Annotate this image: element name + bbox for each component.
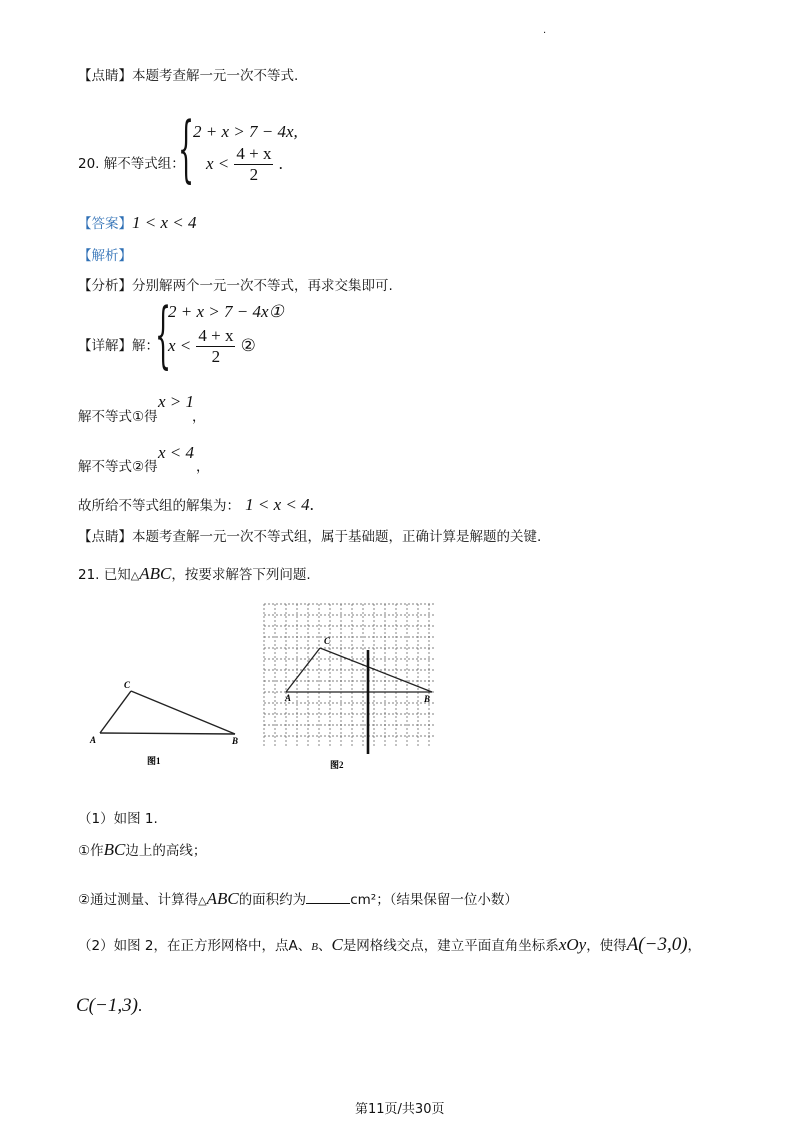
answer-label: 【答案】 bbox=[78, 216, 132, 232]
part2-mid: 是网格线交点，建立平面直角坐标系 bbox=[342, 938, 559, 954]
q20-ineq1: 2 + x > 7 − 4x, bbox=[193, 122, 298, 141]
part1b-abc: ABC bbox=[206, 889, 239, 908]
part2-a: A bbox=[288, 938, 298, 954]
part2-point-a: A(−3,0) bbox=[626, 934, 688, 955]
page-footer: 第11页/共30页 bbox=[355, 1102, 445, 1117]
q21-abc: ABC bbox=[139, 564, 172, 583]
xj-fraction bbox=[196, 326, 235, 367]
part1b-mid: 的面积约为 bbox=[238, 892, 307, 908]
xj-brace: { bbox=[155, 292, 172, 376]
part2-line bbox=[78, 934, 701, 956]
part2-xoy: xOy bbox=[558, 935, 587, 954]
area-answer-blank[interactable] bbox=[306, 890, 350, 904]
xj-numerator: 4 + x bbox=[198, 326, 234, 345]
part1-heading: （1）如图 1. bbox=[78, 811, 158, 827]
fig2-caption: 图2 bbox=[330, 760, 344, 770]
q20-ineq2 bbox=[206, 144, 283, 185]
sol1-math: x > 1 bbox=[158, 392, 195, 411]
part2-sep1: 、 bbox=[297, 938, 312, 954]
fig1-label-a: A bbox=[90, 735, 97, 745]
fig1-side-ac bbox=[100, 691, 131, 733]
figure-1 bbox=[85, 670, 255, 770]
part2-point-c: C(−1,3) bbox=[76, 995, 138, 1016]
part2-comma: ， bbox=[687, 938, 702, 954]
q20-brace: { bbox=[178, 106, 195, 190]
xj-ineq1: 2 + x > 7 − 4x① bbox=[168, 302, 284, 321]
fig1-side-ab bbox=[100, 733, 235, 734]
q20-end: . bbox=[278, 154, 283, 173]
answer-line bbox=[78, 212, 197, 233]
header-dot: · bbox=[543, 28, 547, 39]
part1a-post: 边上的高线； bbox=[125, 843, 207, 859]
fig1-caption: 图1 bbox=[147, 756, 161, 766]
sol1-end: ， bbox=[192, 409, 206, 425]
fig2-label-b: B bbox=[424, 694, 431, 704]
dianjing-note-1: 【点睛】本题考查解一元一次不等式. bbox=[78, 68, 299, 84]
part1a-pre: ①作 bbox=[78, 843, 104, 859]
q20-ineq2-lhs: x < bbox=[206, 154, 230, 173]
part2-mid2: ，使得 bbox=[586, 938, 627, 954]
dianjing-note-2: 【点睛】本题考查解一元一次不等式组，属于基础题，正确计算是解题的关键. bbox=[78, 529, 542, 545]
sol2-text: 解不等式②得 bbox=[78, 459, 158, 475]
q20-label: 20. 解不等式组： bbox=[78, 156, 185, 172]
part2-end: . bbox=[137, 996, 143, 1015]
fig1-label-c: C bbox=[124, 680, 131, 690]
q21-post: ，按要求解答下列问题. bbox=[171, 567, 311, 583]
part1b-line bbox=[78, 888, 518, 909]
final-end: . bbox=[309, 495, 314, 514]
jiexi-label: 【解析】 bbox=[78, 248, 132, 264]
q20-numerator: 4 + x bbox=[236, 144, 272, 163]
part1b-post: ；（结果保留一位小数） bbox=[376, 892, 518, 908]
final-text: 故所给不等式组的解集为： bbox=[78, 498, 240, 514]
q21-pre: 21. 已知 bbox=[78, 567, 131, 583]
part2-b: B bbox=[311, 941, 318, 953]
xj-ineq2-lhs: x < bbox=[168, 336, 192, 355]
sol2-end: ， bbox=[196, 459, 210, 475]
final-math: 1 < x < 4 bbox=[245, 495, 310, 514]
part2-c: C bbox=[331, 935, 343, 954]
q20-denominator: 2 bbox=[249, 165, 259, 184]
fig2-grid bbox=[264, 604, 434, 746]
answer-value: 1 < x < 4 bbox=[132, 213, 197, 232]
part1a-bc: BC bbox=[103, 840, 126, 859]
part2-sep2: 、 bbox=[317, 938, 332, 954]
fig1-side-bc bbox=[131, 691, 235, 734]
xj-denominator: 2 bbox=[211, 347, 221, 366]
xj-circle2: ② bbox=[240, 336, 256, 355]
part2-line-2 bbox=[76, 995, 142, 1017]
part1a-line bbox=[78, 839, 206, 860]
part1b-unit: cm² bbox=[350, 892, 377, 908]
fig2-label-c: C bbox=[324, 636, 331, 646]
fig2-line-ac bbox=[286, 648, 320, 692]
q21-triangle-symbol: △ bbox=[130, 570, 140, 582]
sol2-math: x < 4 bbox=[158, 443, 195, 462]
part1b-triangle-symbol: △ bbox=[198, 895, 207, 907]
part1b-pre: ②通过测量、计算得 bbox=[78, 892, 199, 908]
xj-ineq2 bbox=[168, 326, 256, 367]
q21-line bbox=[78, 563, 311, 584]
q20-fraction bbox=[234, 144, 273, 185]
final-line bbox=[78, 494, 314, 515]
figure-2 bbox=[258, 600, 443, 775]
fenxi-line: 【分析】分别解两个一元一次不等式，再求交集即可. bbox=[78, 278, 393, 294]
part2-pre: （2）如图 2，在正方形网格中，点 bbox=[78, 938, 289, 954]
xiangjie-label: 【详解】解： bbox=[78, 338, 159, 354]
sol1-text: 解不等式①得 bbox=[78, 409, 158, 425]
fig1-label-b: B bbox=[232, 736, 239, 746]
fig2-label-a: A bbox=[285, 693, 292, 703]
